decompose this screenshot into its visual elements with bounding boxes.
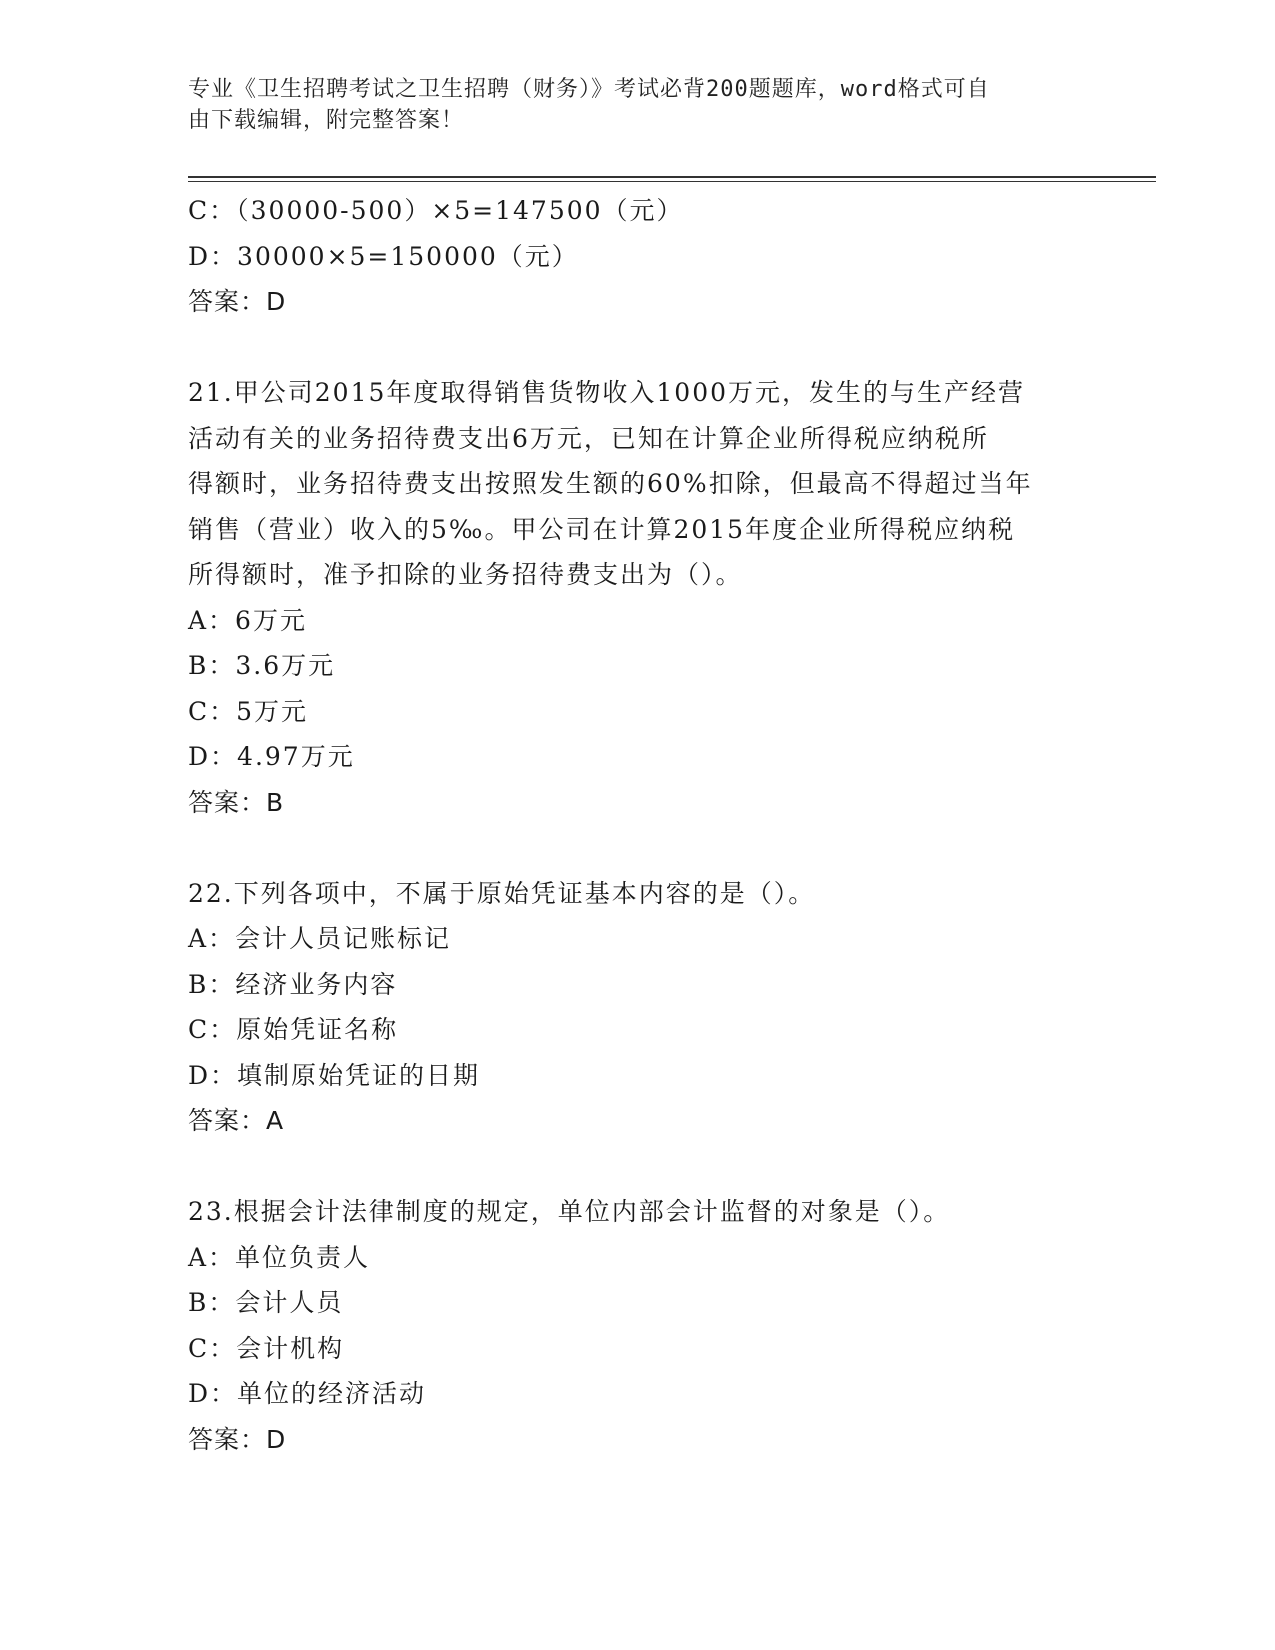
option-b: B：经济业务内容	[188, 969, 398, 999]
answer: 答案：D	[188, 1424, 287, 1454]
option-d: D：30000×5=150000（元）	[188, 241, 579, 271]
option-b: B：会计人员	[188, 1288, 344, 1317]
option-c: C：会计机构	[188, 1333, 345, 1363]
option-b: B：3.6万元	[188, 651, 336, 680]
question-list	[188, 188, 1088, 1462]
option-c: C：5万元	[188, 696, 309, 726]
header-divider	[188, 176, 1156, 178]
answer: 答案：A	[188, 1106, 285, 1135]
question-stem-line: 21.甲公司2015年度取得销售货物收入1000万元，发生的与生产经营	[188, 378, 1026, 407]
question-stem-line: 22.下列各项中，不属于原始凭证基本内容的是（）。	[188, 878, 816, 908]
prev-question	[188, 188, 1088, 325]
option-a: A：6万元	[188, 605, 307, 635]
question-stem-line: 销售（营业）收入的5‰。甲公司在计算2015年度企业所得税应纳税	[188, 514, 1016, 544]
option-a: A：单位负责人	[188, 1242, 371, 1272]
question-23	[188, 1189, 1088, 1462]
answer: 答案：B	[188, 787, 285, 817]
option-d: D：单位的经济活动	[188, 1379, 427, 1408]
option-c: C：（30000-500）×5=147500（元）	[188, 196, 684, 225]
question-stem-line: 活动有关的业务招待费支出6万元，已知在计算企业所得税应纳税所	[188, 423, 989, 453]
question-stem-line: 得额时，业务招待费支出按照发生额的60%扣除，但最高不得超过当年	[188, 469, 1033, 498]
question-22	[188, 871, 1088, 1144]
option-c: C：原始凭证名称	[188, 1015, 399, 1044]
header-title-line-1: 专业《卫生招聘考试之卫生招聘（财务）》考试必背200题题库，word格式可自	[188, 77, 990, 102]
option-d: D：填制原始凭证的日期	[188, 1060, 481, 1090]
question-21	[188, 370, 1088, 825]
header-divider-thin	[188, 181, 1156, 182]
answer: 答案：D	[188, 287, 287, 316]
page-header	[188, 74, 1068, 136]
header-title-line-2: 由下载编辑，附完整答案！	[188, 108, 465, 133]
question-stem-line: 23.根据会计法律制度的规定，单位内部会计监督的对象是（）。	[188, 1197, 951, 1226]
option-a: A：会计人员记账标记	[188, 924, 452, 953]
option-d: D：4.97万元	[188, 742, 355, 771]
question-stem-line: 所得额时，准予扣除的业务招待费支出为（）。	[188, 560, 743, 589]
